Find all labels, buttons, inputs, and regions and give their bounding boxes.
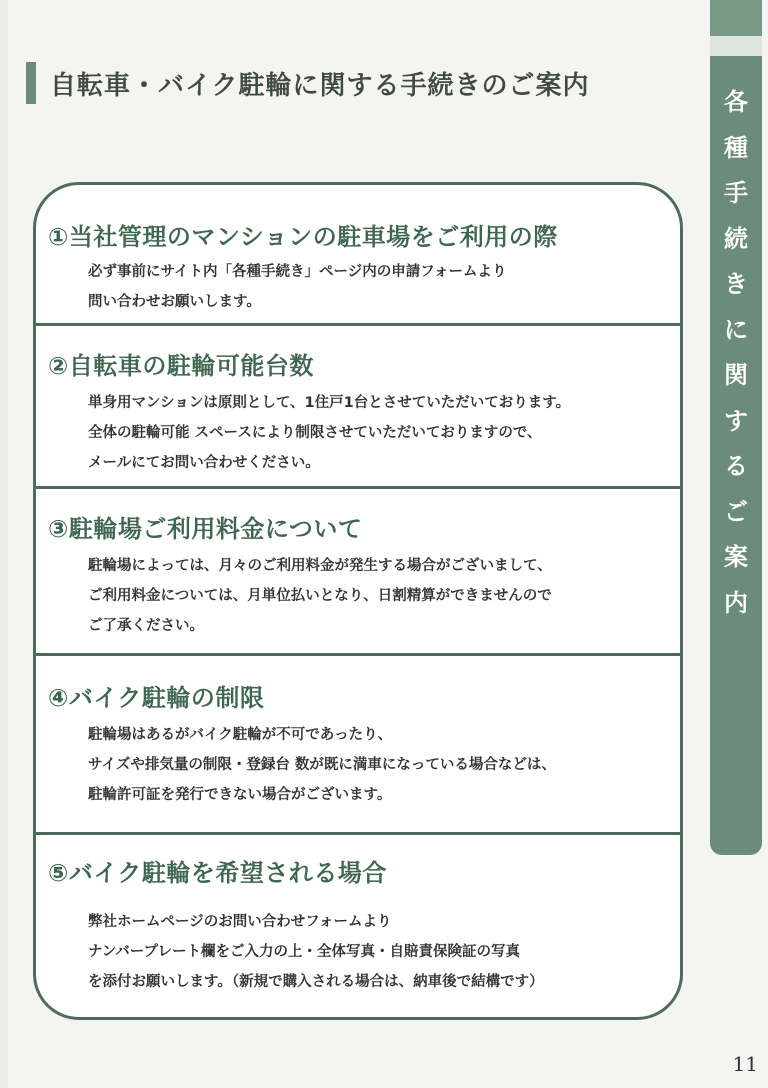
side-tab-cap xyxy=(710,0,762,36)
section-line: ご了承ください。 xyxy=(88,618,204,634)
section-body xyxy=(88,720,556,810)
side-index-tab xyxy=(710,0,762,855)
section-body xyxy=(88,907,544,997)
section-body xyxy=(88,551,552,641)
procedure-card xyxy=(33,182,683,1020)
section-1 xyxy=(36,185,680,325)
side-tab-char: に xyxy=(724,315,748,344)
side-tab-char: 手 xyxy=(724,179,748,207)
section-heading: ①当社管理のマンションの駐車場をご利用の際 xyxy=(48,223,558,251)
section-line: 問い合わせお願いします。 xyxy=(88,294,261,310)
section-line: を添付お願いします。（新規で購入される場合は、納車後で結構です） xyxy=(88,974,544,990)
page-title-block xyxy=(26,62,589,104)
side-tab-char: 続 xyxy=(724,224,748,253)
side-tab-char: き xyxy=(724,270,748,298)
side-tab-char: 内 xyxy=(724,588,748,617)
section-line: 駐輪場によっては、月々のご利用料金が発生する場合がございまして、 xyxy=(88,558,552,574)
section-body xyxy=(88,388,570,478)
section-3 xyxy=(36,489,680,655)
section-line: 必ず事前にサイト内「各種手続き」ページ内の申請フォームより xyxy=(88,264,507,280)
side-tab-char: 関 xyxy=(724,361,748,389)
section-line: 弊社ホームページのお問い合わせフォームより xyxy=(88,914,392,930)
section-line: 駐輪場はあるがバイク駐輪が不可であったり、 xyxy=(88,727,393,743)
side-tab-char: 案 xyxy=(724,543,748,571)
page-left-strip xyxy=(0,0,8,1088)
page-number: 11 xyxy=(732,1052,758,1076)
title-accent-bar xyxy=(26,62,36,104)
section-line: 駐輪許可証を発行できない場合がございます。 xyxy=(88,787,392,803)
section-line: 全体の駐輪可能 スペースにより制限させていただいておりますので、 xyxy=(88,425,542,441)
section-line: ご利用料金については、月単位払いとなり、日割精算ができませんので xyxy=(88,588,552,604)
section-heading: ④バイク駐輪の制限 xyxy=(48,684,265,712)
page-title: 自転車・バイク駐輪に関する手続きのご案内 xyxy=(50,70,590,101)
side-tab-stripe xyxy=(710,36,762,56)
section-5 xyxy=(36,835,680,1017)
section-line: メールにてお問い合わせください。 xyxy=(88,455,320,471)
side-tab-label xyxy=(710,80,762,626)
side-tab-char: ご xyxy=(724,497,748,526)
side-tab-char: 種 xyxy=(724,133,748,162)
section-heading: ⑤バイク駐輪を希望される場合 xyxy=(48,859,387,887)
section-heading: ②自転車の駐輪可能台数 xyxy=(48,352,314,380)
section-body xyxy=(88,257,506,317)
section-line: 単身用マンションは原則として、1住戸1台とさせていただいております。 xyxy=(88,395,571,411)
section-line: ナンバープレート欄をご入力の上・全体写真・自賠責保険証の写真 xyxy=(88,944,520,960)
side-tab-char: 各 xyxy=(724,88,748,116)
section-line: サイズや排気量の制限・登録台 数が既に満車になっている場合などは、 xyxy=(88,757,556,773)
side-tab-char: す xyxy=(724,406,748,435)
section-4 xyxy=(36,656,680,834)
side-tab-char: る xyxy=(724,452,748,480)
section-heading: ③駐輪場ご利用料金について xyxy=(48,515,363,543)
section-2 xyxy=(36,326,680,488)
